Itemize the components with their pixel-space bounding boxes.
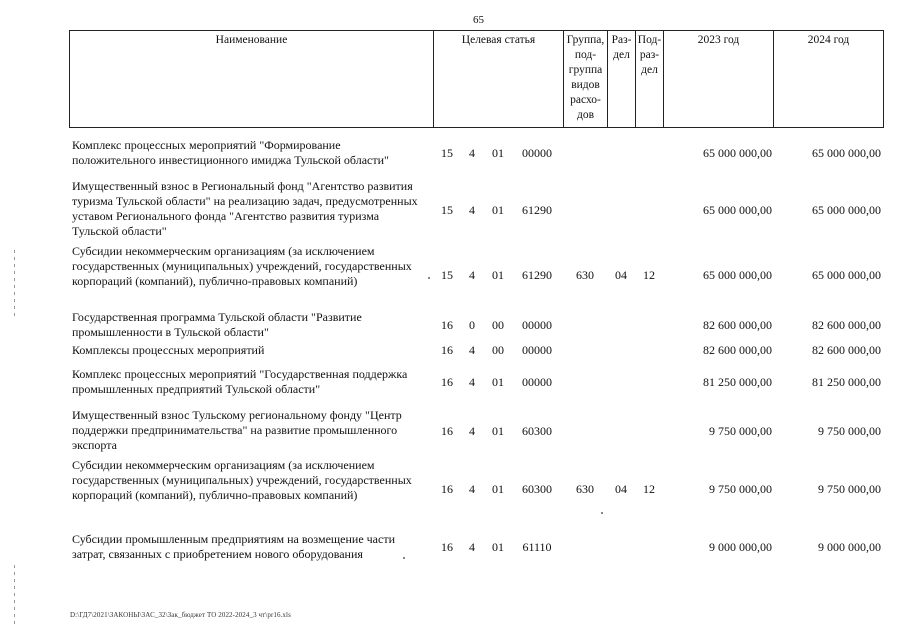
row-amount-2023: 65 000 000,00 <box>703 268 772 282</box>
row-code-program: 15 <box>441 146 453 160</box>
row-code-type: 4 <box>469 146 475 160</box>
row-code-sub: 01 <box>492 203 504 217</box>
row-code-program: 16 <box>441 424 453 438</box>
row-amount-2024: 65 000 000,00 <box>812 268 881 282</box>
row-code-sub: 01 <box>492 424 504 438</box>
row-name: Комплексы процессных мероприятий <box>72 343 265 357</box>
row-code-sub: 01 <box>492 482 504 496</box>
row-name: Государственная программа Тульской области "Развитие промышленности в Тульской области" <box>72 310 362 339</box>
row-code-direction: 00000 <box>522 375 552 389</box>
row-amount-2024: 82 600 000,00 <box>812 343 881 357</box>
scan-speck <box>601 512 603 514</box>
row-code-direction: 61290 <box>522 268 552 282</box>
row-code-program: 16 <box>441 343 453 357</box>
row-amount-2024: 81 250 000,00 <box>812 375 881 389</box>
row-group: 630 <box>576 482 594 496</box>
row-amount-2023: 81 250 000,00 <box>703 375 772 389</box>
scan-margin-mark <box>14 250 15 320</box>
row-podrazdel: 12 <box>643 268 655 282</box>
row-code-program: 16 <box>441 540 453 554</box>
row-razdel: 04 <box>615 268 627 282</box>
row-amount-2024: 82 600 000,00 <box>812 318 881 332</box>
row-code-program: 15 <box>441 203 453 217</box>
page-number: 65 <box>473 14 484 26</box>
row-amount-2024: 9 750 000,00 <box>818 424 881 438</box>
header-razdel: Раз- дел <box>608 31 636 128</box>
row-code-direction: 60300 <box>522 424 552 438</box>
row-razdel: 04 <box>615 482 627 496</box>
row-amount-2023: 82 600 000,00 <box>703 343 772 357</box>
row-code-program: 16 <box>441 482 453 496</box>
row-group: 630 <box>576 268 594 282</box>
row-name: Комплекс процессных мероприятий "Государственная поддержка промышленных предприятий Тульской области" <box>72 367 408 396</box>
row-code-direction: 61290 <box>522 203 552 217</box>
row-code-type: 4 <box>469 540 475 554</box>
row-amount-2024: 65 000 000,00 <box>812 203 881 217</box>
row-code-sub: 01 <box>492 268 504 282</box>
row-code-sub: 01 <box>492 146 504 160</box>
row-code-program: 15 <box>441 268 453 282</box>
scan-margin-mark <box>14 565 15 625</box>
row-amount-2024: 65 000 000,00 <box>812 146 881 160</box>
row-amount-2023: 9 750 000,00 <box>709 424 772 438</box>
row-code-sub: 00 <box>492 343 504 357</box>
row-amount-2023: 9 000 000,00 <box>709 540 772 554</box>
row-code-direction: 00000 <box>522 318 552 332</box>
header-year-2023: 2023 год <box>664 31 774 128</box>
row-code-type: 4 <box>469 268 475 282</box>
row-name: Имущественный взнос в Региональный фонд "Агентство развития туризма Тульской области" на реализацию задач, предусмотренных уставом Регионального фонда "Агентство развития туризма Тульской области" <box>72 179 418 238</box>
row-name: Комплекс процессных мероприятий "Формирование положительного инвестиционного имиджа Тульской области" <box>72 138 389 167</box>
row-amount-2024: 9 750 000,00 <box>818 482 881 496</box>
row-code-type: 0 <box>469 318 475 332</box>
header-group: Группа, под- группа видов расхо- дов <box>564 31 608 128</box>
row-name: Имущественный взнос Тульскому региональному фонду "Центр поддержки предпринимательства" на развитие промышленного экспорта <box>72 408 402 452</box>
row-code-sub: 01 <box>492 375 504 389</box>
file-path-footer: D:\ГД7\2021\ЗАКОНЫ\ЗАС_32\Зак_бюджет ТО 2022-2024_3 чт\pr16.xls <box>70 611 291 619</box>
row-code-direction: 00000 <box>522 146 552 160</box>
row-amount-2024: 9 000 000,00 <box>818 540 881 554</box>
row-name: Субсидии некоммерческим организациям (за исключением государственных (муниципальных) учреждений, государственных корпораций (компаний), публично-правовых компаний) <box>72 458 412 502</box>
header-name: Наименование <box>70 31 434 128</box>
row-code-program: 16 <box>441 318 453 332</box>
scan-speck <box>428 277 430 279</box>
row-code-sub: 00 <box>492 318 504 332</box>
header-podrazdel: Под- раз- дел <box>636 31 664 128</box>
row-code-direction: 61110 <box>522 540 552 554</box>
header-target: Целевая статья <box>434 31 564 128</box>
scan-speck <box>403 557 405 559</box>
row-code-type: 4 <box>469 375 475 389</box>
row-name: Субсидии некоммерческим организациям (за исключением государственных (муниципальных) учреждений, государственных корпораций (компаний), публично-правовых компаний) <box>72 244 412 288</box>
row-podrazdel: 12 <box>643 482 655 496</box>
row-code-direction: 60300 <box>522 482 552 496</box>
row-amount-2023: 9 750 000,00 <box>709 482 772 496</box>
header-year-2024: 2024 год <box>774 31 884 128</box>
row-name: Субсидии промышленным предприятиям на возмещение части затрат, связанных с приобретением нового оборудования <box>72 532 396 561</box>
row-code-program: 16 <box>441 375 453 389</box>
row-code-type: 4 <box>469 482 475 496</box>
row-amount-2023: 65 000 000,00 <box>703 146 772 160</box>
row-amount-2023: 65 000 000,00 <box>703 203 772 217</box>
row-code-direction: 00000 <box>522 343 552 357</box>
row-amount-2023: 82 600 000,00 <box>703 318 772 332</box>
row-code-type: 4 <box>469 203 475 217</box>
row-code-type: 4 <box>469 424 475 438</box>
row-code-type: 4 <box>469 343 475 357</box>
row-code-sub: 01 <box>492 540 504 554</box>
